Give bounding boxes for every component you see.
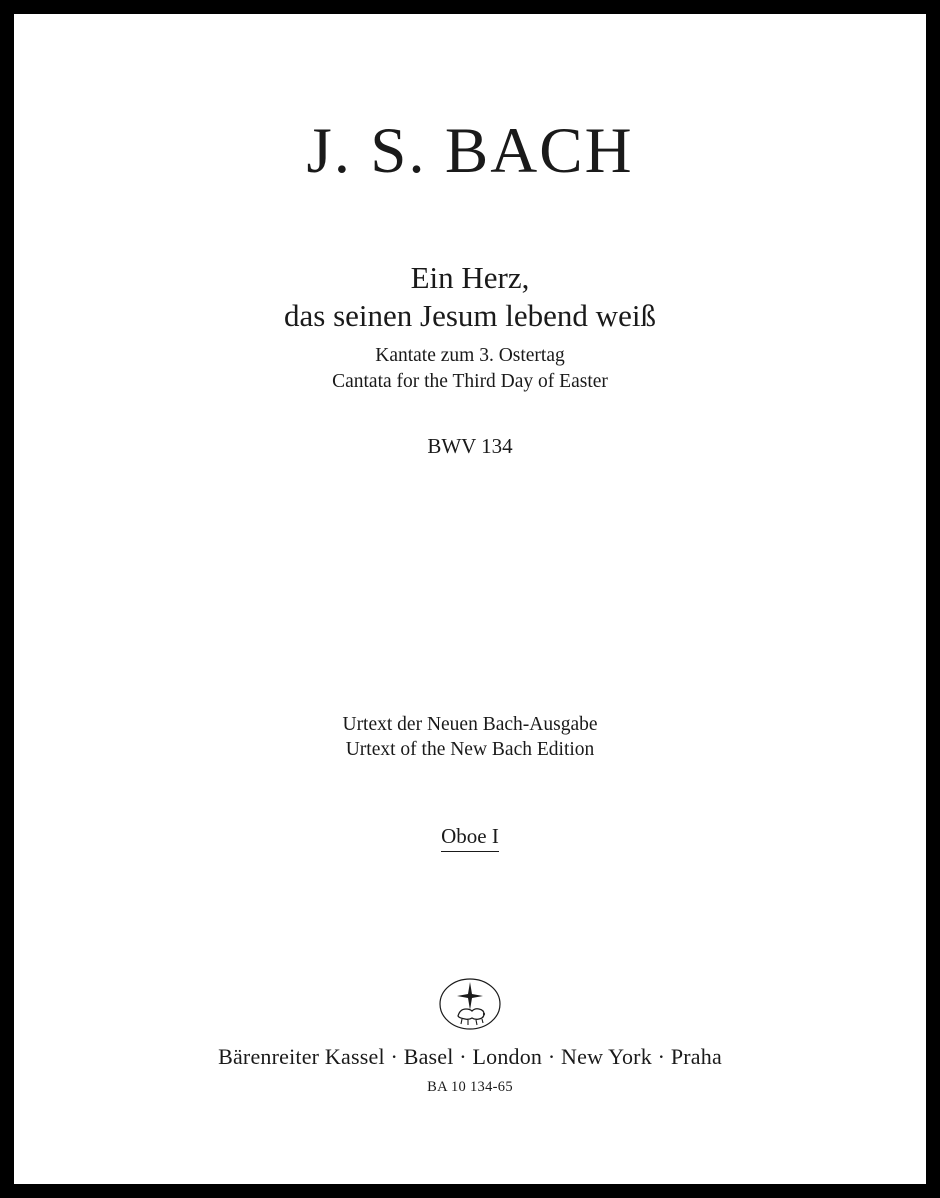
subtitle-english: Cantata for the Third Day of Easter xyxy=(332,371,608,392)
composer-name: J. S. BACH xyxy=(306,115,634,187)
urtext-german: Urtext der Neuen Bach-Ausgabe xyxy=(342,714,598,735)
part-designation-label: Oboe I xyxy=(441,824,499,852)
work-title-line-2: das seinen Jesum lebend weiß xyxy=(284,298,656,333)
plate-number: BA 10 134-65 xyxy=(427,1079,513,1095)
part-designation xyxy=(14,824,926,849)
publisher-line: Bärenreiter Kassel · Basel · London · New York · Praha xyxy=(218,1044,722,1069)
urtext-english: Urtext of the New Bach Edition xyxy=(345,739,595,760)
cover-sheet xyxy=(14,14,926,1184)
baerenreiter-lamb-logo-icon xyxy=(438,972,502,1036)
title-block xyxy=(14,259,926,395)
subtitle-german: Kantate zum 3. Ostertag xyxy=(375,345,565,366)
score-cover-page xyxy=(14,14,926,1184)
work-title-line-1: Ein Herz, xyxy=(410,260,530,295)
catalogue-number: BWV 134 xyxy=(427,434,513,458)
urtext-block xyxy=(14,712,926,762)
